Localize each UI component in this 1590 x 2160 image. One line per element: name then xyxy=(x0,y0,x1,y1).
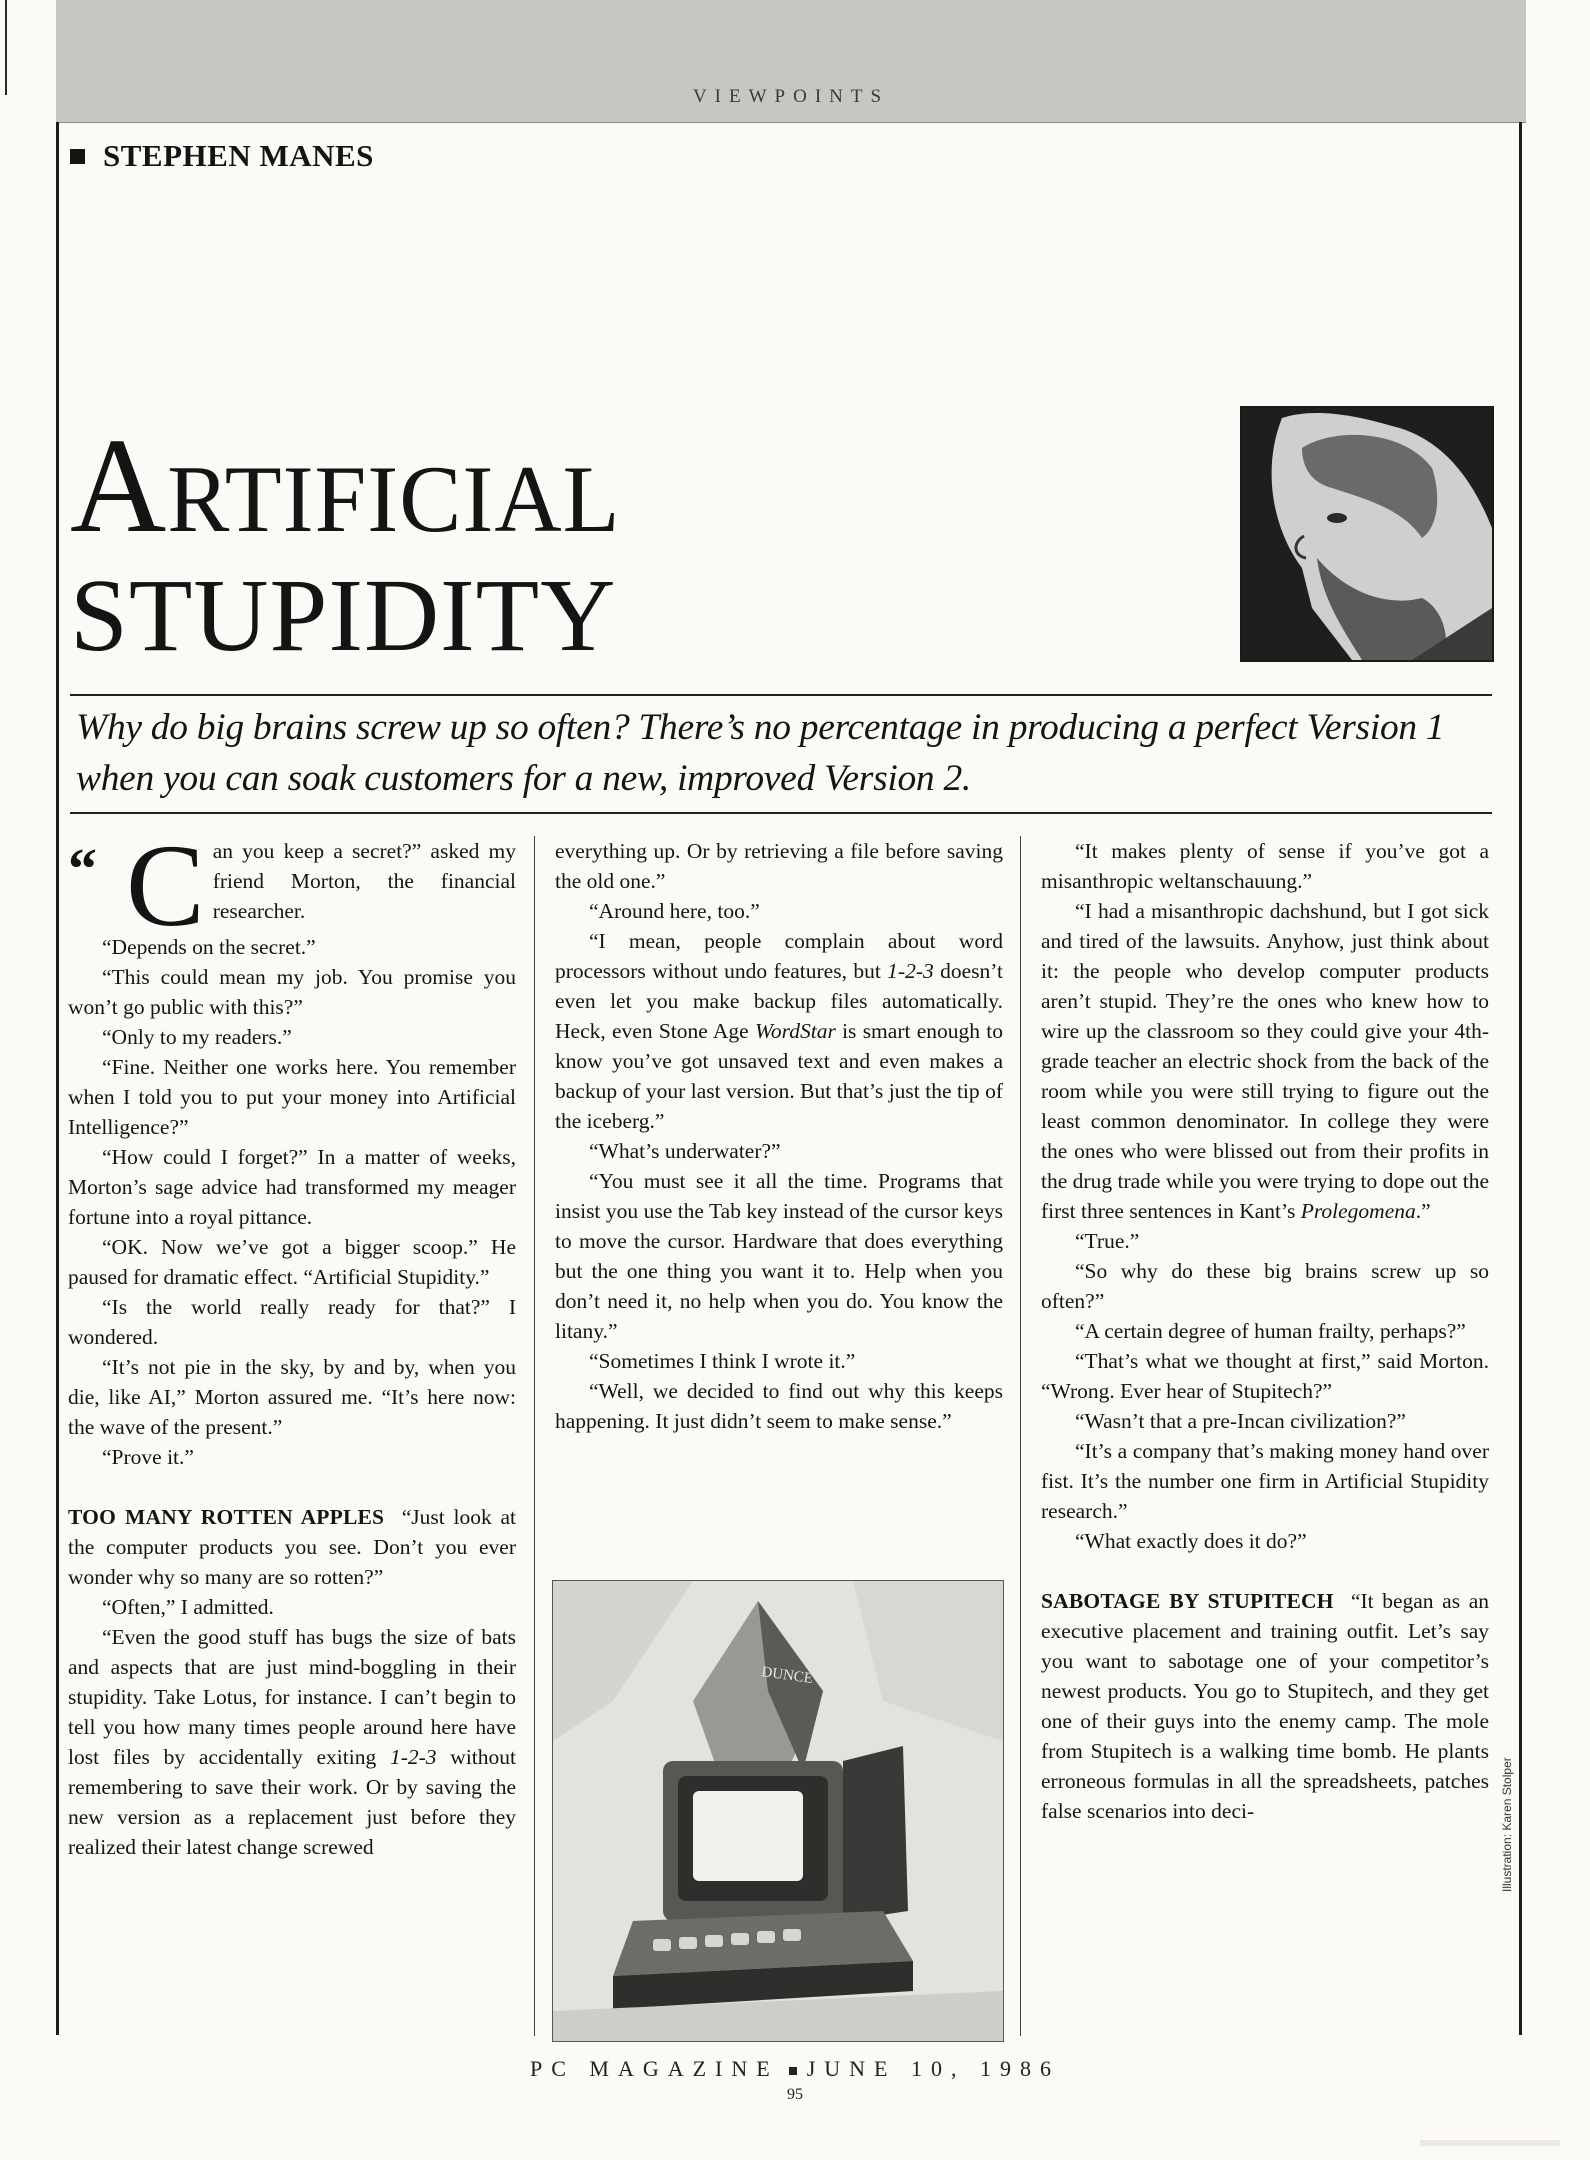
magazine-name: PC MAGAZINE xyxy=(529,2056,779,2081)
section-label: VIEWPOINTS xyxy=(692,86,890,107)
paragraph: “What exactly does it do?” xyxy=(1075,1529,1307,1553)
illustration-drawing xyxy=(553,1581,1003,2041)
paragraph-text: without remembering to save their work. Or by saving the new version as a replacement just before they realized their latest change screwed xyxy=(68,1745,516,1859)
paragraph: “A certain degree of human frailty, perhaps?” xyxy=(1075,1319,1466,1343)
paragraph: “Fine. Neither one works here. You remember when I told you to put your money into Artificial Intelligence?” xyxy=(68,1055,516,1139)
author-name: STEPHEN MANES xyxy=(103,138,374,173)
paragraph-text: doesn’t even let you make backup files automatically. Heck, even Stone Age xyxy=(555,959,1004,1043)
paragraph: “How could I forget?” In a matter of weeks, Morton’s sage advice had transformed my meager fortune into a royal pittance. xyxy=(68,1145,516,1229)
drop-cap: C xyxy=(126,820,205,951)
illustration-credit: Illustration: Karen Stolper xyxy=(1500,1757,1514,1893)
paragraph: “So why do these big brains screw up so often?” xyxy=(1041,1259,1489,1313)
headline-line-2: STUPIDITY xyxy=(70,558,617,673)
paragraph: “Is the world really ready for that?” I wondered. xyxy=(68,1295,516,1349)
deck-rule-bottom xyxy=(70,812,1492,814)
paragraph xyxy=(1041,896,1489,1226)
article-column-3 xyxy=(1041,836,1489,1826)
paragraph: “Around here, too.” xyxy=(589,899,760,923)
column-divider-2 xyxy=(1020,836,1021,2036)
product-name: 1-2-3 xyxy=(887,959,934,983)
bullet-square-icon xyxy=(70,149,85,164)
paragraph-text: “Even the good stuff has bugs the size of bats and aspects that are just mind-boggling in their stupidity. Take Lotus, for instance. I can’t begin to tell you how many times people around here have lost files by accidentally exiting xyxy=(68,1625,516,1769)
paragraph: “True.” xyxy=(1075,1229,1140,1253)
paragraph: “This could mean my job. You promise you won’t go public with this?” xyxy=(68,965,516,1019)
paragraph-text: “It began as an executive placement and training outfit. Let’s say you want to sabotage one of your competitor’s newest products. You go to Stupitech, and they get one of their guys into the enemy camp. The mole from Stupitech is a walking time bomb. He plants erroneous formulas in all the spreadsheets, patches false scenarios into deci- xyxy=(1041,1589,1489,1823)
bullet-square-icon xyxy=(789,2067,797,2075)
open-quote-mark: “ xyxy=(68,836,97,901)
column-divider-1 xyxy=(534,836,535,2036)
paragraph: “That’s what we thought at first,” said Morton. “Wrong. Ever hear of Stupitech?” xyxy=(1041,1349,1489,1403)
paragraph: “You must see it all the time. Programs that insist you use the Tab key instead of the cursor keys to move the cursor. Hardware that does everything but the one thing you want it to. Help when you don’t need it, no help when you do. You know the litany.” xyxy=(555,1169,1003,1343)
section-subhead: SABOTAGE BY STUPITECH xyxy=(1041,1589,1334,1613)
paragraph xyxy=(68,1622,516,1862)
deck-subtitle: Why do big brains screw up so often? There’s no percentage in producing a perfect Version 1 when you can soak customers for a new, improved Version 2. xyxy=(76,707,1445,799)
dunce-cap-label: DUNCE xyxy=(760,1664,814,1688)
page-number: 95 xyxy=(787,2086,803,2103)
paragraph: “Often,” I admitted. xyxy=(102,1595,274,1619)
paragraph xyxy=(555,926,1003,1136)
paragraph: “OK. Now we’ve got a bigger scoop.” He paused for dramatic effect. “Artificial Stupidity.” xyxy=(68,1235,516,1289)
byline xyxy=(70,138,374,174)
product-name: 1-2-3 xyxy=(389,1745,437,1769)
paragraph-with-subhead xyxy=(68,1502,516,1592)
portrait-drawing xyxy=(1242,408,1492,660)
article-column-1 xyxy=(68,820,516,1862)
section-banner xyxy=(56,0,1526,123)
paragraph: “It makes plenty of sense if you’ve got a misanthropic weltanschauung.” xyxy=(1041,839,1489,893)
issue-date: JUNE 10, 1986 xyxy=(806,2056,1060,2081)
article-column-2 xyxy=(555,836,1003,1436)
paragraph-text: “Just look at the computer products you see. Don’t you ever wonder why so many are so rotten?” xyxy=(68,1505,516,1589)
section-subhead: TOO MANY ROTTEN APPLES xyxy=(68,1505,385,1529)
scan-mark xyxy=(1420,2140,1560,2146)
paragraph-text: .” xyxy=(1415,1199,1431,1223)
paragraph: “Wasn’t that a pre-Incan civilization?” xyxy=(1075,1409,1406,1433)
paragraph: “Depends on the secret.” xyxy=(102,935,316,959)
headline xyxy=(70,411,632,673)
book-title: Prolegomena xyxy=(1300,1199,1416,1223)
product-name: WordStar xyxy=(754,1019,836,1043)
paragraph-text: “I mean, people complain about word processors without undo features, but xyxy=(555,929,1003,983)
paragraph: “Only to my readers.” xyxy=(102,1025,292,1049)
paragraph: everything up. Or by retrieving a file before saving the old one.” xyxy=(555,839,1003,893)
headline-line-1: Artificial xyxy=(70,411,621,561)
paragraph: “It’s a company that’s making money hand over fist. It’s the number one firm in Artificial Stupidity research.” xyxy=(1041,1439,1489,1523)
paragraph: “Sometimes I think I wrote it.” xyxy=(589,1349,856,1373)
paragraph: “What’s underwater?” xyxy=(589,1139,781,1163)
dunce-computer-illustration xyxy=(552,1580,1004,2042)
page-footer xyxy=(0,2056,1590,2082)
paragraph-with-subhead xyxy=(1041,1586,1489,1826)
deck-rule-top xyxy=(70,694,1492,696)
paragraph: “It’s not pie in the sky, by and by, when you die, like AI,” Morton assured me. “It’s here now: the wave of the present.” xyxy=(68,1355,516,1439)
paragraph-text: is smart enough to know you’ve got unsaved text and even makes a backup of your last version. But that’s just the tip of the iceberg.” xyxy=(555,1019,1003,1133)
author-portrait xyxy=(1240,406,1494,662)
scan-edge-line xyxy=(5,0,7,95)
paragraph: “Prove it.” xyxy=(102,1445,194,1469)
paragraph: “Well, we decided to find out why this keeps happening. It just didn’t seem to make sense.” xyxy=(555,1379,1003,1433)
paragraph-text: “I had a misanthropic dachshund, but I got sick and tired of the lawsuits. Anyhow, just think about it: the people who develop computer products aren’t stupid. They’re the ones who knew how to wire up the classroom so they could give your 4th-grade teacher an electric shock from the back of the room while you were still trying to figure out the least common denominator. In college they were the ones who were blissed out from their profits in the drug trade while you were trying to dope out the first three sentences in Kant’s xyxy=(1041,899,1489,1223)
paragraph: an you keep a secret?” asked my friend Morton, the financial researcher. xyxy=(212,839,516,923)
